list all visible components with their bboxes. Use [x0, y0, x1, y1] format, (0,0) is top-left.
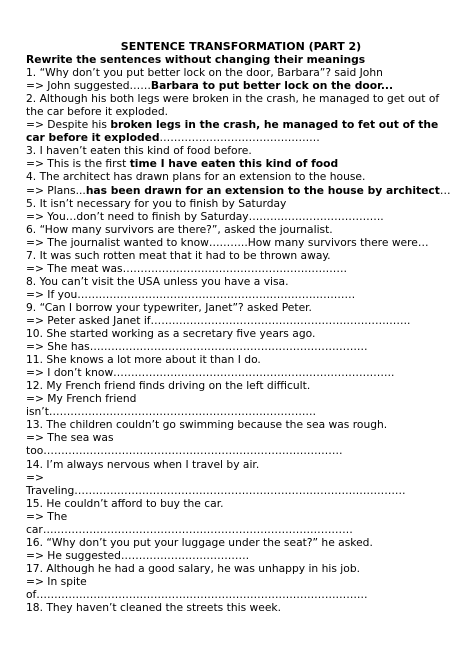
exercise-line [26, 170, 456, 183]
line-text: ……………………………………… [159, 131, 320, 145]
line-text: of………………………………………………………………………………… [26, 587, 368, 601]
line-text: => My French friend [26, 392, 137, 406]
exercise-line [26, 275, 456, 288]
answer-text: time I have eaten this kind of food [129, 157, 339, 171]
exercise-line [26, 366, 456, 379]
line-text: 1. “Why don’t you put better lock on the door, Barbara”? said John [26, 66, 383, 80]
exercise-line [26, 210, 456, 223]
exercise-line [26, 314, 456, 327]
line-text: => This is the first [26, 157, 130, 171]
exercise-line [26, 418, 456, 431]
line-text: => The meat was……………………………………………………… [26, 261, 348, 275]
line-text: => Despite his [26, 118, 111, 132]
exercise-line [26, 458, 456, 471]
line-text: => If you…………………………………………………………………… [26, 287, 356, 301]
worksheet-page [26, 40, 456, 614]
line-text: car…………………………………………………………………………… [26, 522, 353, 536]
worksheet-instruction: Rewrite the sentences without changing their meanings [26, 53, 366, 67]
exercise-line [26, 444, 456, 457]
exercise-line [26, 523, 456, 536]
line-text: 9. “Can I borrow your typewriter, Janet”? asked Peter. [26, 300, 312, 314]
exercise-line [26, 340, 456, 353]
exercise-line [26, 510, 456, 523]
exercise-line [26, 601, 456, 614]
exercise-line [26, 471, 456, 484]
worksheet-title: SENTENCE TRANSFORMATION (PART 2) [120, 40, 362, 53]
exercise-line [26, 184, 456, 197]
line-text: 8. You can’t visit the USA unless you have a visa. [26, 274, 289, 288]
line-text: => The journalist wanted to know………..How many survivors there were… [26, 235, 429, 249]
line-text: too………………………………………………………………………… [26, 444, 343, 458]
exercise-line [26, 223, 456, 236]
answer-text: has been drawn for an extension to the house by architect [85, 183, 440, 197]
exercise-line [26, 575, 456, 588]
line-text: 12. My French friend finds driving on the left difficult. [26, 379, 311, 393]
exercise-line [26, 327, 456, 340]
line-text: 18. They haven’t cleaned the streets this week. [26, 601, 282, 615]
line-text: 10. She started working as a secretary five years ago. [26, 327, 316, 341]
line-text: => The sea was [26, 431, 114, 445]
line-text: 17. Although he had a good salary, he was unhappy in his job. [26, 561, 360, 575]
line-text: => In spite [26, 574, 87, 588]
exercise-line [26, 262, 456, 275]
line-text: => [26, 470, 44, 484]
exercise-line [26, 588, 456, 601]
exercise-line [26, 144, 456, 157]
exercise-line [26, 392, 456, 405]
line-text: 14. I’m always nervous when I travel by air. [26, 457, 260, 471]
line-text: 3. I haven’t eaten this kind of food before. [26, 144, 252, 158]
exercise-line [26, 249, 456, 262]
line-text: => The [26, 509, 68, 523]
line-text: => John suggested…… [26, 79, 151, 93]
exercise-line [26, 197, 456, 210]
exercise-line [26, 431, 456, 444]
exercise-line [26, 92, 456, 118]
exercise-line [26, 79, 456, 92]
line-text: 4. The architect has drawn plans for an extension to the house. [26, 170, 366, 184]
exercise-line [26, 497, 456, 510]
exercise-line [26, 405, 456, 418]
line-text: 11. She knows a lot more about it than I do. [26, 353, 261, 367]
exercise-line [26, 66, 456, 79]
line-text: => I don’t know……………………………………………………………………. [26, 366, 395, 380]
answer-text: broken legs in the crash, he managed to fet out of the car before it exploded [26, 118, 442, 145]
line-text: => You…don’t need to finish by Saturday……………………………….. [26, 209, 384, 223]
line-text: 15. He couldn’t afford to buy the car. [26, 496, 224, 510]
line-text: Traveling………………………………………………………………………………… [26, 483, 406, 497]
exercise-line [26, 562, 456, 575]
line-text: => She has…………………………………………………………………… [26, 340, 368, 354]
line-text: isn’t………………………………………………………………… [26, 405, 317, 419]
line-text: => He suggested……………………………… [26, 548, 250, 562]
line-text: 6. “How many survivors are there?”, asked the journalist. [26, 222, 333, 236]
line-text: => Plans... [26, 183, 86, 197]
exercise-line [26, 484, 456, 497]
exercise-line [26, 288, 456, 301]
exercise-list [26, 66, 456, 614]
line-text: 2. Although his both legs were broken in the crash, he managed to get out of the car before it exploded. [26, 92, 443, 119]
answer-text: Barbara to put better lock on the door... [150, 79, 394, 93]
exercise-line [26, 353, 456, 366]
line-text: 13. The children couldn’t go swimming because the sea was rough. [26, 418, 388, 432]
line-text: 16. “Why don’t you put your luggage under the seat?” he asked. [26, 535, 373, 549]
exercise-line [26, 536, 456, 549]
exercise-line [26, 379, 456, 392]
exercise-line [26, 118, 456, 144]
exercise-line [26, 157, 456, 170]
line-text: 5. It isn’t necessary for you to finish by Saturday [26, 196, 287, 210]
exercise-line [26, 549, 456, 562]
exercise-line [26, 236, 456, 249]
exercise-line [26, 301, 456, 314]
line-text: => Peter asked Janet if………………………………………………………………. [26, 313, 411, 327]
line-text: … [439, 183, 451, 197]
line-text: 7. It was such rotten meat that it had to be thrown away. [26, 248, 331, 262]
